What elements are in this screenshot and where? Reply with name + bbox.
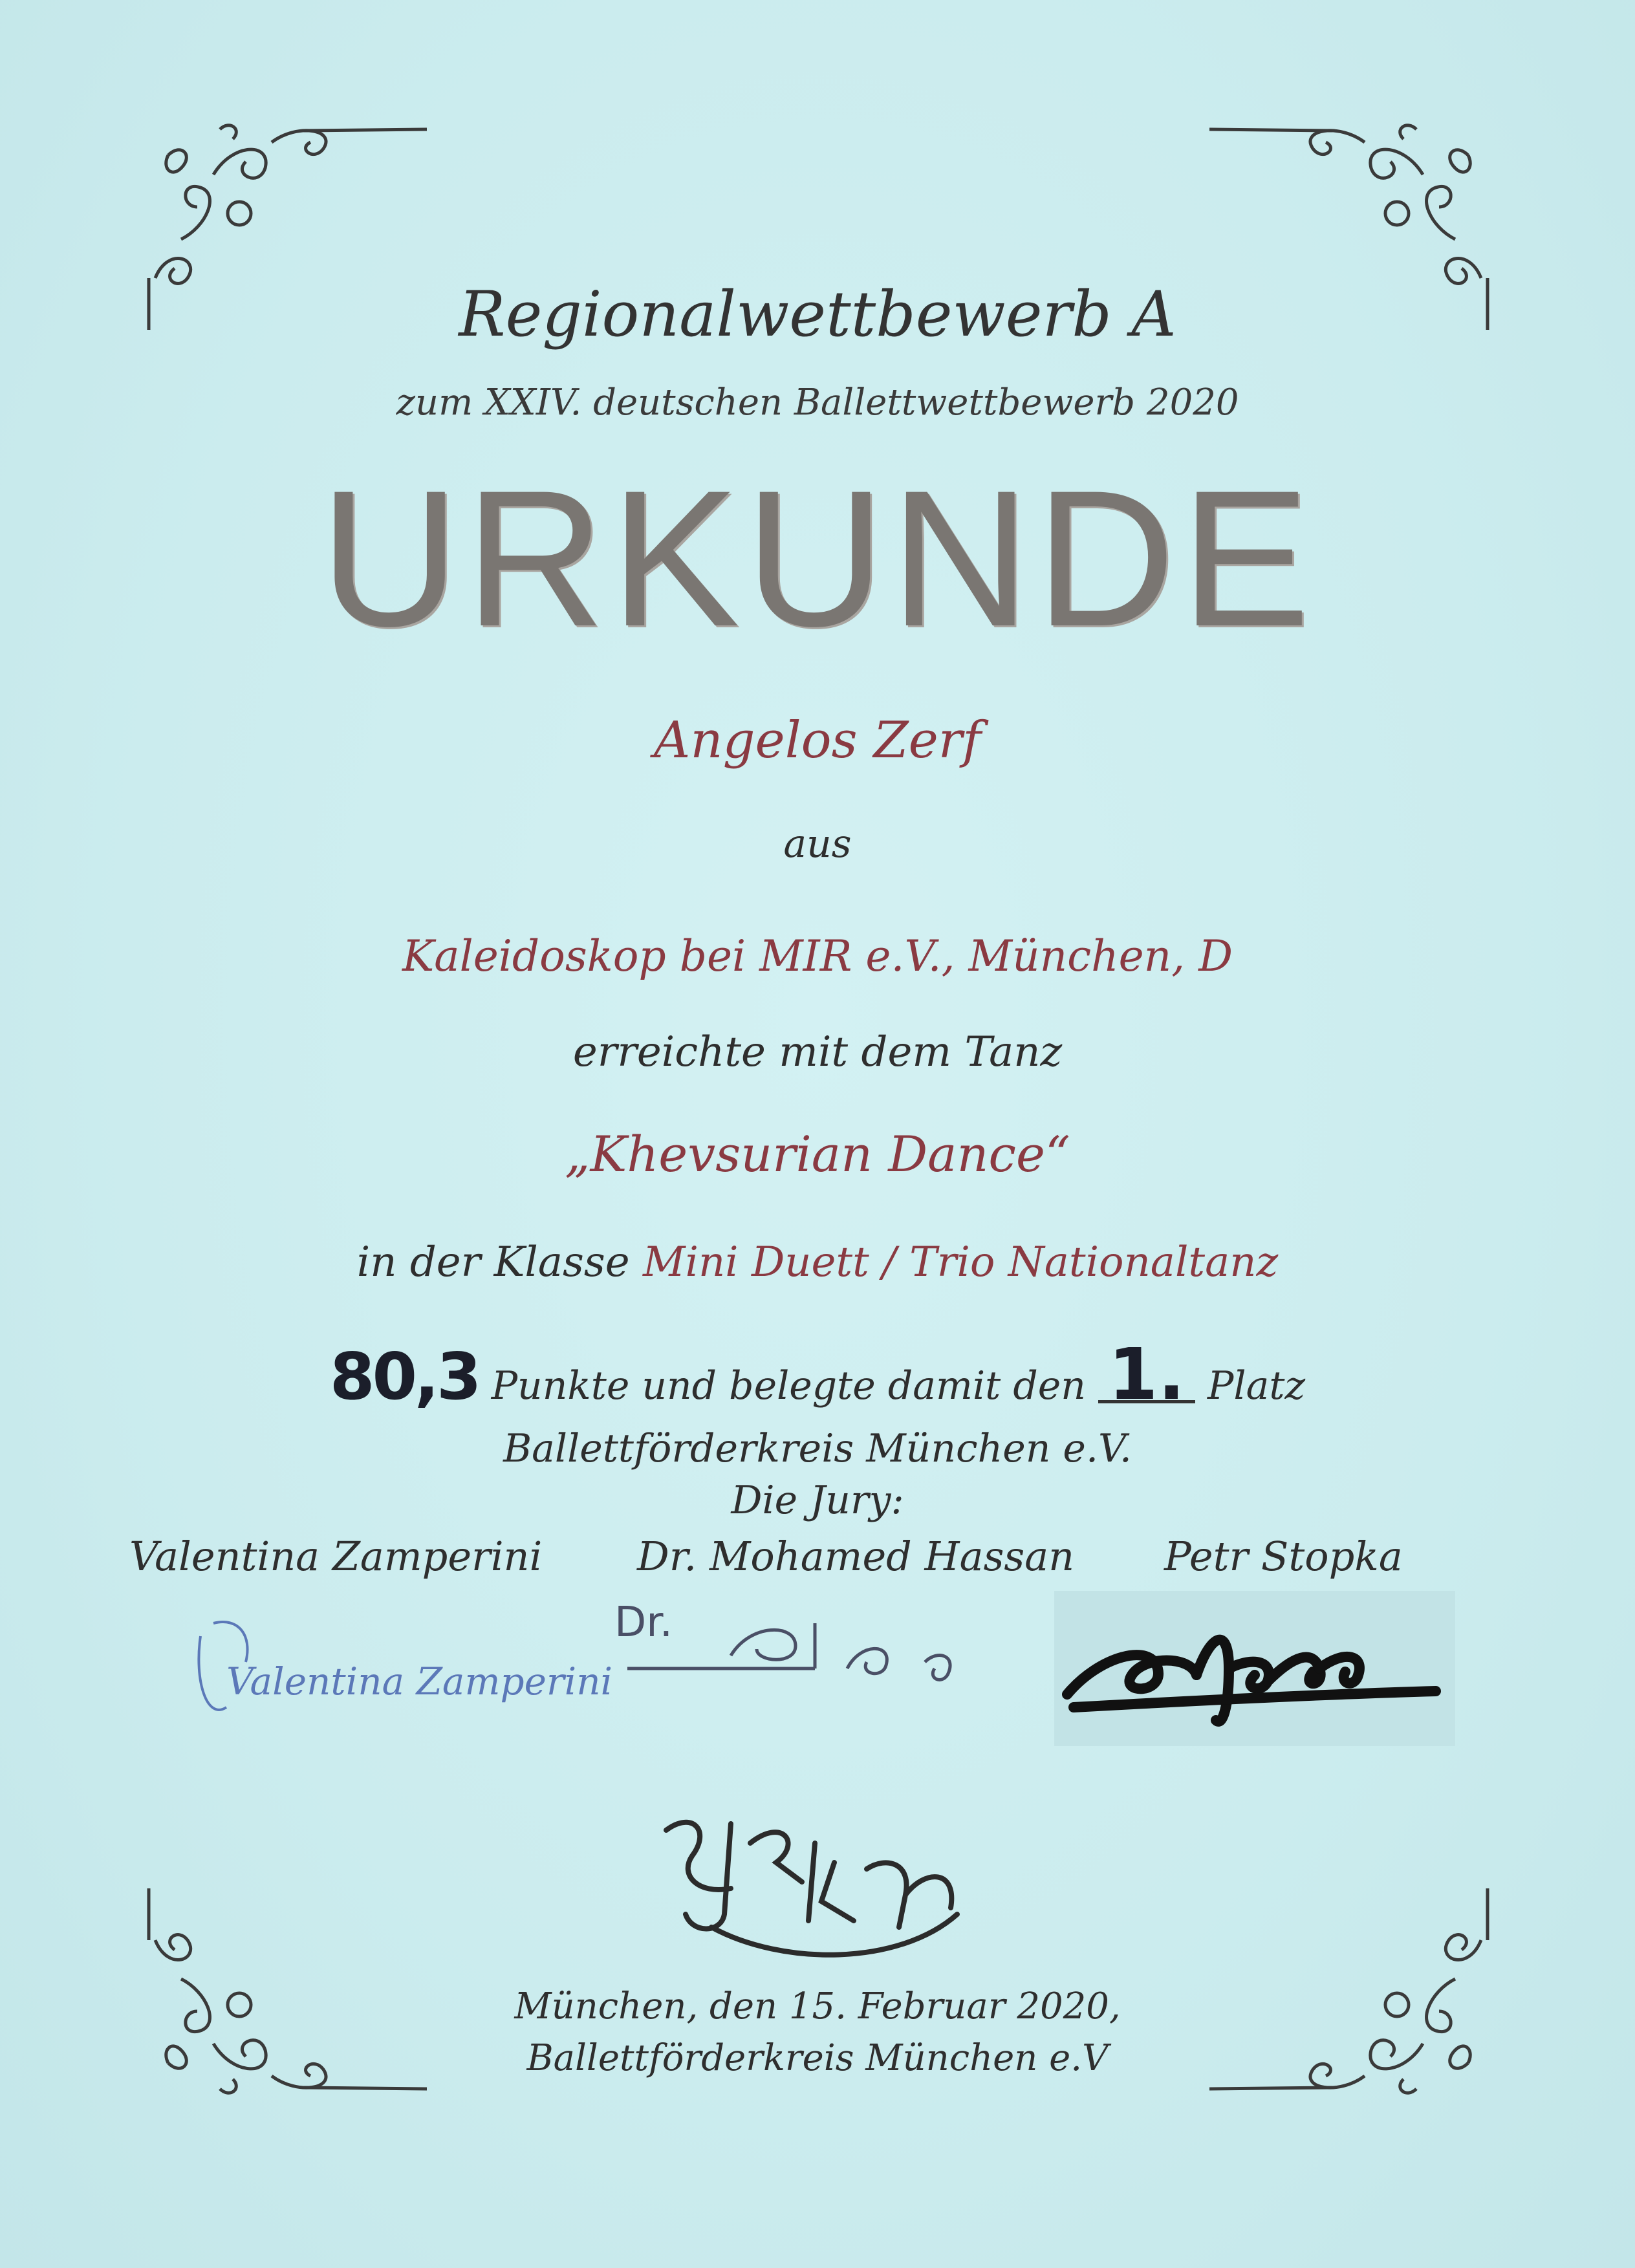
dance-title: „Khevsurian Dance“ <box>565 1125 1070 1183</box>
bfkm-logo <box>653 1804 990 1972</box>
competition-title: Regionalwettbewerb A <box>459 278 1176 351</box>
competition-subtitle: zum XXIV. deutschen Ballettwettbewerb 2020 <box>396 382 1239 424</box>
svg-text:Valentina Zamperini: Valentina Zamperini <box>226 1659 613 1703</box>
juror-name: Petr Stopka <box>1164 1533 1403 1580</box>
svg-text:bfkm: bfkm <box>653 1804 655 1805</box>
participant-name: Angelos Zerf <box>654 711 981 770</box>
footer-place-date: München, den 15. Februar 2020, <box>514 1985 1121 2027</box>
svg-text:Dr.: Dr. <box>614 1599 673 1647</box>
class-line <box>0 1238 1635 1286</box>
points-text: Punkte und belegte damit den <box>491 1363 1086 1409</box>
jury-names <box>0 1533 1635 1591</box>
certificate-heading: URKUNDE <box>319 449 1316 667</box>
school-name: Kaleidoskop bei MIR e.V., München, D <box>402 931 1233 981</box>
handwritten-place: 1. <box>1098 1348 1195 1403</box>
points-line <box>0 1333 1635 1416</box>
juror-name: Valentina Zamperini <box>129 1533 543 1580</box>
signature-valentina-zamperini <box>175 1597 613 1740</box>
signature-mohamed-hassan <box>601 1584 1015 1714</box>
from-label: aus <box>783 821 852 867</box>
class-name: Mini Duett / Trio Nationaltanz <box>642 1238 1279 1286</box>
organizer-name: Ballettförderkreis München e.V. <box>503 1426 1132 1471</box>
handwritten-points: 80,3 <box>329 1339 479 1414</box>
class-prefix: in der Klasse <box>356 1238 630 1286</box>
place-suffix: Platz <box>1207 1363 1306 1409</box>
reached-label: erreichte mit dem Tanz <box>572 1028 1063 1076</box>
footer-organizer: Ballettförderkreis München e.V <box>526 2037 1109 2079</box>
signature-petr-stopka <box>1061 1597 1449 1740</box>
juror-name: Dr. Mohamed Hassan <box>637 1533 1075 1580</box>
jury-label: Die Jury: <box>731 1478 904 1523</box>
